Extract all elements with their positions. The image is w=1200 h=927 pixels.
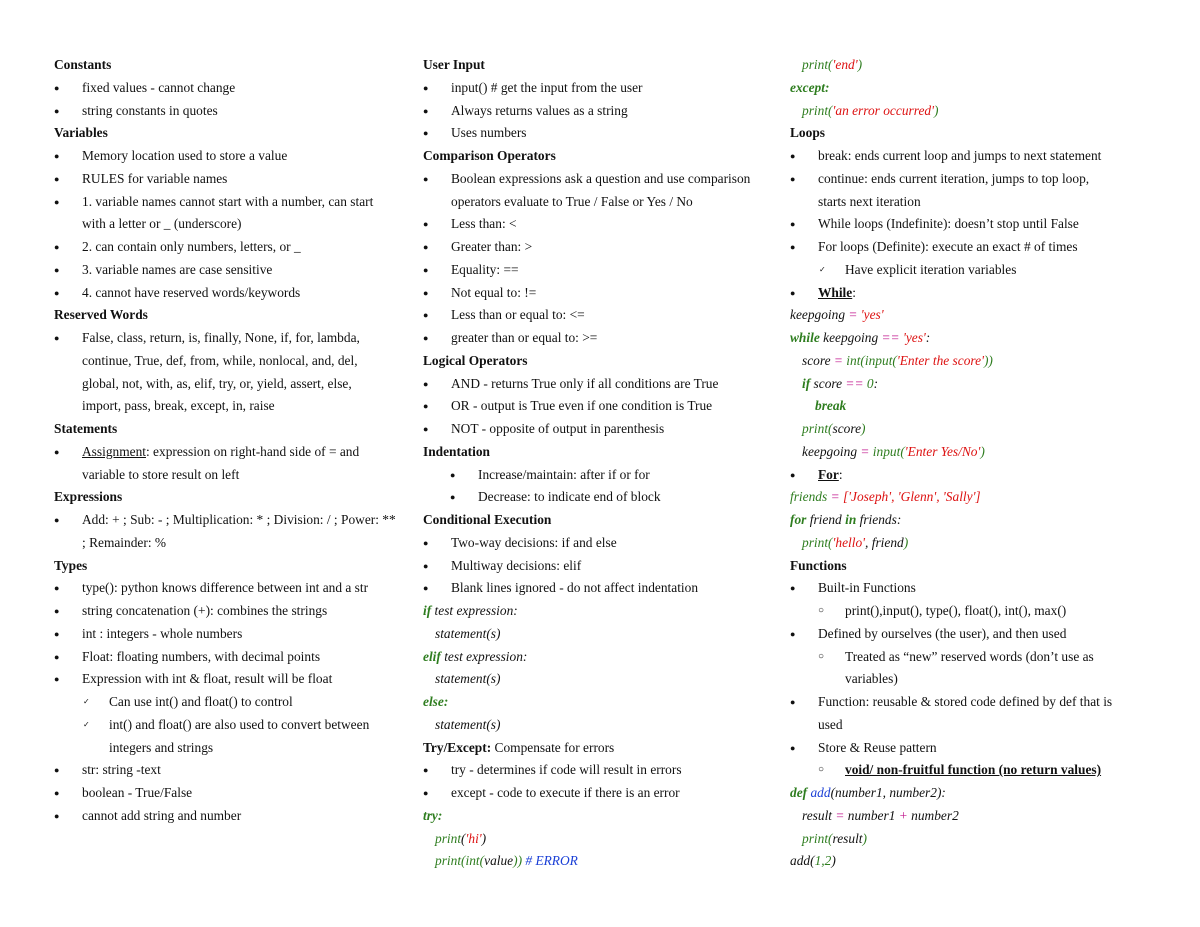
code-line: if test expression: [423, 603, 518, 618]
code-line: print('an error occurred') [802, 102, 939, 118]
list-item: ● Blank lines ignored - do not affect indentation [423, 577, 773, 600]
code-line: statement(s) [435, 625, 501, 641]
list-item: ● try - determines if code will result in errors [423, 759, 773, 782]
list-item: ● Always returns values as a string [423, 100, 773, 123]
list-item: ● NOT - opposite of output in parenthesis [423, 418, 773, 441]
list-item: ● Expression with int & float, result will be float [54, 668, 406, 691]
list-item: ● For: [790, 464, 1150, 487]
list-item: ● Memory location used to store a value [54, 145, 406, 168]
list-item: ● 1. variable names cannot start with a number, can start [54, 191, 406, 214]
heading-statements: Statements [54, 421, 118, 436]
heading-variables: Variables [54, 125, 108, 141]
code-line: add(1,2) [790, 853, 836, 869]
list-item: ● Defined by ourselves (the user), and then used [790, 623, 1150, 646]
code-line: print(result) [802, 830, 867, 846]
list-item: ● Not equal to: != [423, 282, 773, 305]
sub-list-item: ○ Treated as “new” reserved words (don’t use as [790, 646, 1150, 669]
list-item: ● 3. variable names are case sensitive [54, 259, 406, 282]
list-item-continued: used [818, 716, 843, 732]
code-line: def add(number1, number2): [790, 785, 946, 800]
code-line: if score == 0: [802, 375, 879, 391]
list-item: ● Multiway decisions: elif [423, 555, 773, 578]
code-line: for friend in friends: [790, 512, 902, 527]
code-line: while keepgoing == 'yes': [790, 330, 931, 345]
code-line: print(int(value)) # ERROR [435, 853, 578, 869]
list-item: ● string concatenation (+): combines the strings [54, 600, 406, 623]
list-item-continued: global, not, with, as, elif, try, or, yield, assert, else, [82, 375, 352, 391]
heading-functions: Functions [790, 557, 847, 573]
heading-expressions: Expressions [54, 489, 123, 505]
sub-list-item: ✓ Can use int() and float() to control [54, 691, 406, 714]
list-item: ● While loops (Indefinite): doesn’t stop until False [790, 213, 1150, 236]
list-item-continued: operators evaluate to True / False or Yes / No [451, 193, 693, 209]
code-line: statement(s) [435, 716, 501, 732]
list-item: ● int : integers - whole numbers [54, 623, 406, 646]
code-line: break [815, 398, 847, 414]
heading-while: While [818, 284, 853, 300]
sub-list-item: ● Increase/maintain: after if or for [423, 464, 773, 487]
list-item: ● Two-way decisions: if and else [423, 532, 773, 555]
list-item: ● Add: + ; Sub: - ; Multiplication: * ; Division: / ; Power: ** [54, 509, 406, 532]
list-item: ● Uses numbers [423, 122, 773, 145]
code-line: print(score) [802, 421, 866, 436]
list-item: ● Store & Reuse pattern [790, 737, 1150, 760]
list-item: ● Function: reusable & stored code defined by def that is [790, 691, 1150, 714]
sub-list-item-continued: variables) [845, 671, 898, 687]
list-item: ● For loops (Definite): execute an exact # of times [790, 236, 1150, 259]
code-line: try: [423, 807, 443, 823]
list-item: ● type(): python knows difference between int and a str [54, 577, 406, 600]
column-1 [54, 54, 406, 828]
column-2 [423, 54, 773, 873]
code-line: else: [423, 694, 449, 709]
sub-list-item: ○ print(),input(), type(), float(), int(), max() [790, 600, 1150, 623]
code-line: statement(s) [435, 671, 501, 687]
list-item: ● Less than: < [423, 213, 773, 236]
code-line: print('hi') [435, 830, 487, 846]
heading-comparison-operators: Comparison Operators [423, 148, 556, 163]
heading-indentation: Indentation [423, 443, 490, 459]
column-3 [790, 54, 1150, 873]
list-item: ● Greater than: > [423, 236, 773, 259]
list-item: ● Built-in Functions [790, 577, 1150, 600]
list-item: ● boolean - True/False [54, 782, 406, 805]
heading-conditional-execution: Conditional Execution [423, 512, 552, 527]
heading-loops: Loops [790, 125, 825, 141]
sub-list-item: ● Decrease: to indicate end of block [423, 486, 773, 509]
list-item: ● string constants in quotes [54, 100, 406, 123]
list-item: ● Boolean expressions ask a question and use comparison [423, 168, 773, 191]
list-item: ● 4. cannot have reserved words/keywords [54, 282, 406, 305]
list-item: ● Float: floating numbers, with decimal points [54, 646, 406, 669]
sub-list-item-continued: integers and strings [109, 739, 214, 755]
list-item: ● False, class, return, is, finally, None, if, for, lambda, [54, 327, 406, 350]
list-item: ● AND - returns True only if all conditions are True [423, 373, 773, 396]
assignment-text: : expression on right-hand side of = and [145, 443, 360, 459]
list-item-continued: ; Remainder: % [82, 534, 167, 550]
list-item-continued: starts next iteration [818, 193, 921, 209]
heading-logical-operators: Logical Operators [423, 352, 528, 368]
code-line: print('hello', friend) [802, 534, 909, 550]
list-item: ● Equality: == [423, 259, 773, 282]
code-line: keepgoing = 'yes' [790, 307, 884, 323]
code-line: keepgoing = input('Enter Yes/No') [802, 443, 985, 459]
heading-types: Types [54, 557, 88, 573]
list-item: ● RULES for variable names [54, 168, 406, 191]
list-item: ● continue: ends current iteration, jumps to top loop, [790, 168, 1150, 191]
code-line: score = int(input('Enter the score')) [802, 352, 993, 368]
code-line: except: [790, 79, 830, 95]
list-item: ● Less than or equal to: <= [423, 304, 773, 327]
list-item-continued: continue, True, def, from, while, nonlocal, and, del, [82, 352, 358, 368]
list-item: ● 2. can contain only numbers, letters, or _ [54, 236, 406, 259]
void-function-heading: void/ non-fruitful function (no return values) [845, 762, 1102, 778]
list-item: ● input() # get the input from the user [423, 77, 773, 100]
list-item: ● except - code to execute if there is an error [423, 782, 773, 805]
sub-list-item: ✓ Have explicit iteration variables [790, 259, 1150, 282]
heading-for: For [818, 466, 839, 482]
list-item-continued: with a letter or _ (underscore) [82, 216, 242, 232]
assignment-label: Assignment [82, 443, 146, 459]
heading-try-except: Try/Except: [423, 739, 492, 755]
list-item: ● break: ends current loop and jumps to next statement [790, 145, 1150, 168]
heading-reserved-words: Reserved Words [54, 307, 148, 323]
sub-list-item: ✓ int() and float() are also used to convert between [54, 714, 406, 737]
list-item-continued: variable to store result on left [82, 466, 240, 482]
code-line: friends = ['Joseph', 'Glenn', 'Sally'] [790, 489, 981, 505]
heading-constants: Constants [54, 57, 112, 72]
list-item: ● fixed values - cannot change [54, 77, 406, 100]
list-item: ● While: [790, 282, 1150, 305]
code-line: print('end') [802, 57, 863, 72]
list-item: ● str: string -text [54, 759, 406, 782]
list-item: ● OR - output is True even if one condition is True [423, 395, 773, 418]
list-item [54, 441, 406, 464]
code-line: result = number1 + number2 [802, 807, 959, 823]
code-line: elif test expression: [423, 648, 528, 664]
list-item: ● greater than or equal to: >= [423, 327, 773, 350]
list-item: ● cannot add string and number [54, 805, 406, 828]
sub-list-item [790, 759, 1150, 782]
list-item-continued: import, pass, break, except, in, raise [82, 398, 275, 414]
try-except-heading-line: Try/Except: Compensate for errors [423, 739, 615, 755]
heading-user-input: User Input [423, 57, 485, 72]
